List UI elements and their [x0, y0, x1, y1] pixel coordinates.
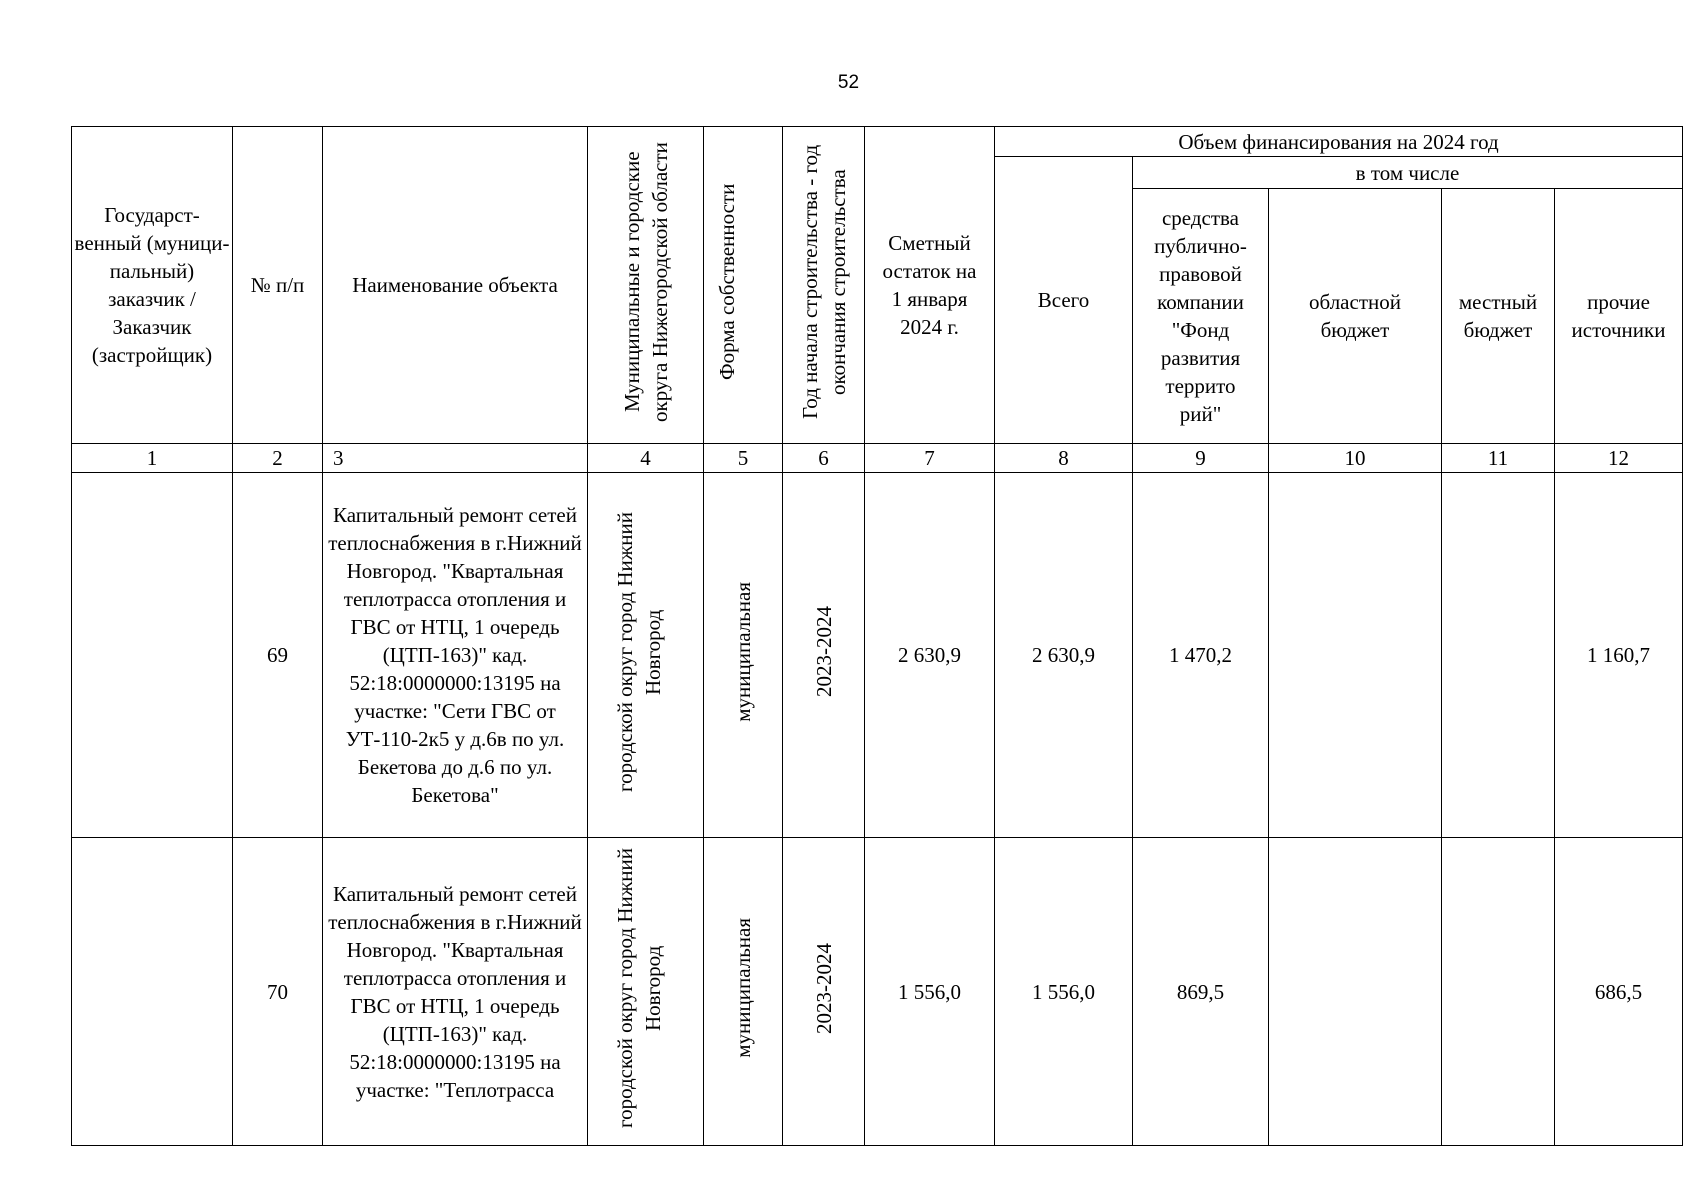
row-estimate: 2 630,9 — [865, 473, 995, 838]
column-number: 11 — [1442, 444, 1555, 473]
row-municipality: городской округ город Нижний Новгород — [612, 848, 665, 1128]
header-years-cell — [783, 127, 865, 444]
financing-table — [71, 126, 1683, 1146]
row-ownership-cell — [704, 838, 783, 1146]
page-number: 52 — [837, 72, 860, 93]
row-total: 2 630,9 — [995, 473, 1133, 838]
header-funding-group: Объем финансирования на 2024 год — [995, 127, 1683, 157]
row-fund: 1 470,2 — [1133, 473, 1269, 838]
row-years-cell — [783, 473, 865, 838]
row-regional — [1269, 473, 1442, 838]
column-number: 7 — [865, 444, 995, 473]
header-years: Год начала строительства - год окончания строительства — [797, 144, 850, 419]
row-ownership: муниципальная — [731, 918, 755, 1058]
row-total: 1 556,0 — [995, 838, 1133, 1146]
row-regional — [1269, 838, 1442, 1146]
header-municipality: Муниципальные и городские округа Нижегородской области — [619, 141, 672, 422]
row-customer — [72, 473, 233, 838]
row-municipality: городской округ город Нижний Новгород — [612, 511, 665, 792]
column-number: 6 — [783, 444, 865, 473]
column-number: 12 — [1555, 444, 1683, 473]
row-years: 2023-2024 — [811, 942, 836, 1034]
row-local — [1442, 473, 1555, 838]
row-years-cell — [783, 838, 865, 1146]
column-number: 10 — [1269, 444, 1442, 473]
row-other: 686,5 — [1555, 838, 1683, 1146]
row-number: 70 — [233, 838, 323, 1146]
row-object-name: Капитальный ремонт сетей теплоснабжения в г.Нижний Новгород. "Квартальная теплотрасса отопления и ГВС от НТЦ, 1 очередь (ЦТП-163)" кад. 52:18:0000000:13195 на участке: "Сети ГВС от УТ-110-2к5 у д.6в по ул. Бекетова до д.6 по ул. Бекетова" — [323, 473, 588, 838]
header-customer: Государст-венный (муници-пальный) заказчик / Заказчик (застройщик) — [72, 127, 233, 444]
header-ownership-cell — [704, 127, 783, 444]
header-regional: областной бюджет — [1269, 189, 1442, 444]
row-object-name: Капитальный ремонт сетей теплоснабжения в г.Нижний Новгород. "Квартальная теплотрасса отопления и ГВС от НТЦ, 1 очередь (ЦТП-163)" кад. 52:18:0000000:13195 на участке: "Теплотрасса — [323, 838, 588, 1146]
column-number: 9 — [1133, 444, 1269, 473]
column-number: 4 — [588, 444, 704, 473]
header-row-1 — [72, 127, 1683, 157]
header-number: № п/п — [233, 127, 323, 444]
header-ownership: Форма собственности — [715, 183, 739, 380]
row-ownership: муниципальная — [731, 581, 755, 722]
header-other: прочие источники — [1555, 189, 1683, 444]
column-number: 1 — [72, 444, 233, 473]
header-including: в том числе — [1133, 157, 1683, 189]
column-number: 5 — [704, 444, 783, 473]
header-municipality-cell — [588, 127, 704, 444]
header-total: Всего — [995, 157, 1133, 444]
row-ownership-cell — [704, 473, 783, 838]
table-row — [72, 838, 1683, 1146]
row-local — [1442, 838, 1555, 1146]
header-local: местный бюджет — [1442, 189, 1555, 444]
row-municipality-cell — [588, 473, 704, 838]
header-fund: средства публично-правовой компании "Фонд развития террито рий" — [1133, 189, 1269, 444]
row-estimate: 1 556,0 — [865, 838, 995, 1146]
row-fund: 869,5 — [1133, 838, 1269, 1146]
row-other: 1 160,7 — [1555, 473, 1683, 838]
table-row — [72, 473, 1683, 838]
column-number: 8 — [995, 444, 1133, 473]
column-number: 3 — [323, 444, 588, 473]
header-object-name: Наименование объекта — [323, 127, 588, 444]
column-numbers-row — [72, 444, 1683, 473]
row-years: 2023-2024 — [811, 606, 836, 697]
header-estimate: Сметный остаток на 1 января 2024 г. — [865, 127, 995, 444]
row-municipality-cell — [588, 838, 704, 1146]
row-number: 69 — [233, 473, 323, 838]
column-number: 2 — [233, 444, 323, 473]
row-customer — [72, 838, 233, 1146]
